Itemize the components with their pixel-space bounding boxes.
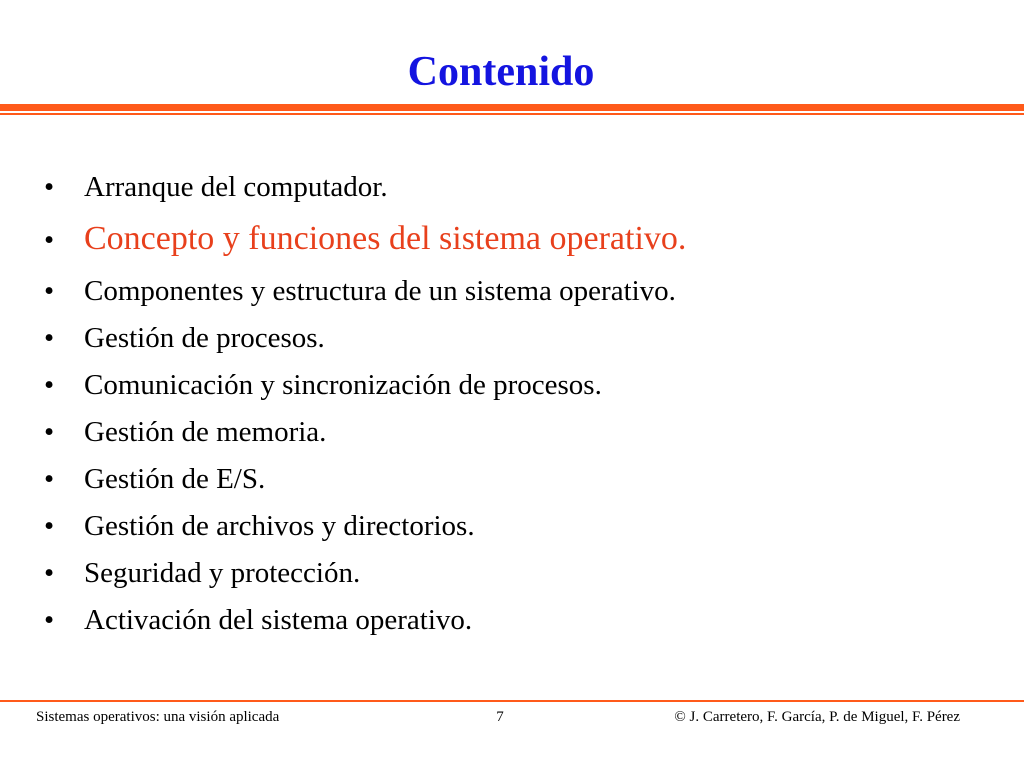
content-item bbox=[44, 550, 1004, 597]
content-item-text: Activación del sistema operativo. bbox=[84, 604, 473, 636]
bullet-icon: • bbox=[44, 557, 55, 589]
content-item-text: Gestión de E/S. bbox=[84, 463, 266, 495]
content-item-text: Gestión de memoria. bbox=[84, 416, 327, 448]
footer-divider bbox=[0, 700, 1024, 702]
content-item-text: Concepto y funciones del sistema operativo. bbox=[84, 220, 687, 257]
content-list bbox=[44, 164, 1004, 644]
content-item-text: Arranque del computador. bbox=[84, 171, 388, 203]
content-item bbox=[44, 362, 1004, 409]
bullet-icon: • bbox=[44, 463, 55, 495]
content-item bbox=[44, 503, 1004, 550]
content-item bbox=[44, 315, 1004, 362]
content-item bbox=[44, 164, 1004, 211]
title-underline-thin bbox=[0, 113, 1024, 115]
content-item bbox=[44, 211, 1004, 268]
content-item-text: Componentes y estructura de un sistema operativo. bbox=[84, 275, 676, 307]
bullet-icon: • bbox=[44, 224, 55, 256]
footer-page-number: 7 bbox=[496, 709, 504, 725]
bullet-icon: • bbox=[44, 510, 55, 542]
footer-book-title: Sistemas operativos: una visión aplicada bbox=[36, 709, 280, 725]
bullet-icon: • bbox=[44, 416, 55, 448]
content-item-text: Comunicación y sincronización de procesos. bbox=[84, 369, 602, 401]
bullet-icon: • bbox=[44, 369, 55, 401]
content-item bbox=[44, 268, 1004, 315]
bullet-icon: • bbox=[44, 322, 55, 354]
content-item bbox=[44, 456, 1004, 503]
content-item bbox=[44, 597, 1004, 644]
slide-title: Contenido bbox=[407, 49, 595, 95]
content-item-text: Gestión de archivos y directorios. bbox=[84, 510, 475, 542]
content-item-text: Seguridad y protección. bbox=[84, 557, 361, 589]
bullet-icon: • bbox=[44, 604, 55, 636]
title-underline-thick bbox=[0, 104, 1024, 111]
bullet-icon: • bbox=[44, 275, 55, 307]
bullet-icon: • bbox=[44, 171, 55, 203]
footer-authors: © J. Carretero, F. García, P. de Miguel, F. Pérez bbox=[674, 709, 960, 725]
content-item bbox=[44, 409, 1004, 456]
content-item-text: Gestión de procesos. bbox=[84, 322, 325, 354]
